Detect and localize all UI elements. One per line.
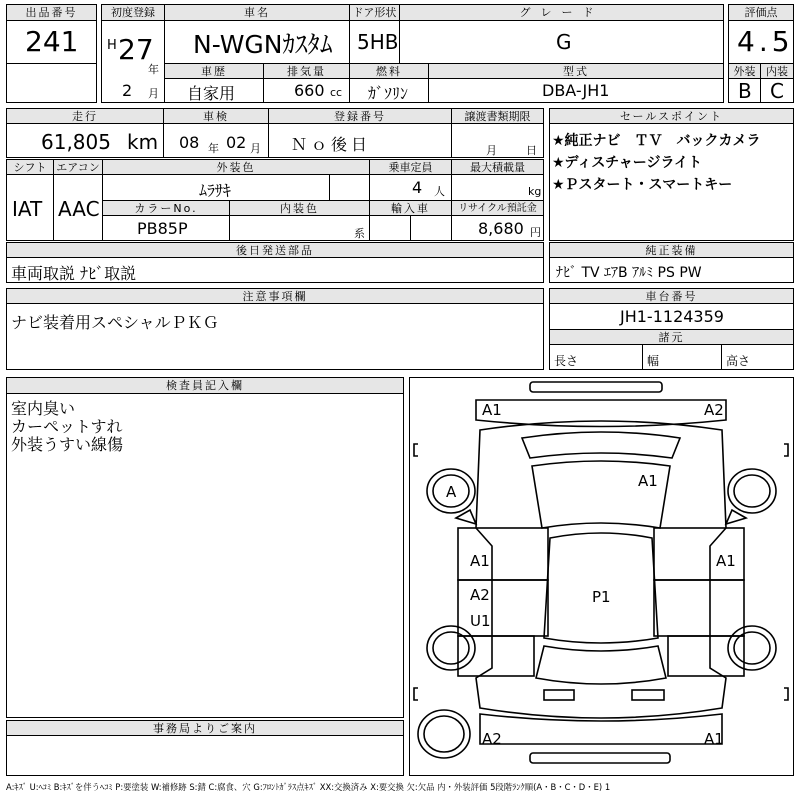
body-outline [476, 421, 726, 718]
transfer-day: 日 [526, 144, 537, 157]
first-reg-header: 初度登録 [101, 4, 165, 21]
later-parts: 車両取説 ﾅﾋﾞ取説 [11, 264, 137, 283]
reg-no-header: 登録番号 [268, 108, 452, 124]
aircon-cell [53, 174, 103, 241]
genuine-equip-cell [549, 257, 794, 283]
mark-left-rear-door-1: A2 [470, 586, 490, 604]
lot-no-header: 出品番号 [6, 4, 97, 21]
tail-lamp-right [632, 690, 664, 700]
capacity-unit: 人 [434, 185, 445, 198]
grade-cell [399, 20, 724, 64]
door-type: 5HB [357, 30, 399, 54]
car-name: N-WGNｶｽﾀﾑ [193, 30, 333, 59]
grade-header: グレード [399, 4, 724, 21]
inspector-header: 検査員記入欄 [6, 377, 404, 394]
dim-height: 高さ [726, 354, 751, 368]
interior-grade: C [770, 79, 784, 103]
mark-front-right: A2 [704, 401, 724, 419]
max-load-cell [451, 174, 544, 201]
bracket-right-2 [784, 688, 788, 700]
ext-color-extra [329, 174, 370, 201]
insp-year: 08 [179, 133, 200, 152]
max-load-unit: kg [528, 185, 542, 198]
import-header: 輸入車 [369, 200, 452, 216]
later-parts-cell [6, 257, 544, 283]
reg-month: 2 [122, 81, 133, 100]
recycle-fee: 8,680 [478, 219, 524, 238]
notes-cell [6, 303, 544, 370]
inspection-header: 車検 [163, 108, 269, 124]
fuel-header: 燃料 [349, 63, 429, 79]
mark-rear-left: A2 [482, 730, 502, 748]
mark-left-wheel: A [446, 483, 457, 501]
sales-point-2: ★ディスチャージライト [552, 155, 703, 171]
chassis-no-cell [549, 303, 794, 330]
right-rear-wheel-inner [734, 632, 770, 664]
chassis-no: JH1-1124359 [620, 307, 724, 326]
transfer-docs-header: 譲渡書類期限 [451, 108, 544, 124]
import-cell-a [369, 215, 411, 241]
insp-month: 02 [226, 133, 247, 152]
front-bumper-top [530, 382, 662, 392]
inspector-note-3: 外装うすい線傷 [11, 435, 124, 454]
mileage: 61,805 [41, 130, 111, 154]
windshield [522, 432, 680, 458]
mileage-cell [6, 123, 164, 158]
model-header: 型式 [428, 63, 724, 79]
history: 自家用 [187, 84, 236, 103]
reg-year: 27 [118, 33, 154, 66]
model-cell [428, 78, 724, 103]
color-no-cell [102, 215, 230, 241]
mark-hood: A1 [638, 472, 658, 490]
office-header: 事務局よりご案内 [6, 720, 404, 736]
int-color-cell [229, 215, 370, 241]
exterior-grade: B [738, 79, 752, 103]
spare-wheel [418, 710, 470, 758]
exterior-cell [728, 78, 761, 103]
dim-length-cell [549, 344, 643, 370]
dim-length: 長さ [554, 354, 579, 368]
right-rear-quarter [668, 636, 744, 676]
era: H [107, 38, 117, 53]
mark-front-left: A1 [482, 401, 502, 419]
displacement-cell [263, 78, 350, 103]
sales-point-1: ★純正ナビ ＴＶ バックカメラ [552, 133, 761, 149]
later-parts-header: 後日発送部品 [6, 242, 544, 258]
right-rear-door [654, 580, 744, 636]
legend: A:ｷｽﾞ U:ﾍｺﾐ B:ｷｽﾞを伴うﾍｺﾐ P:要塗装 W:補修跡 S:錆 C:腐食、穴 G:ﾌﾛﾝﾄｶﾞﾗｽ点ｷｽﾞ XX:交換済み X:要交換 欠:欠品 内・外装評価 5段階ﾗﾝｸ順(A・B・C・D・E) 1 [6, 782, 611, 792]
recycle-header: リサイクル預託金 [451, 200, 544, 216]
car-diagram-frame [409, 377, 794, 776]
first-reg-cell [101, 20, 165, 103]
car-diagram [410, 378, 793, 775]
mark-left-rear-door-2: U1 [470, 612, 491, 630]
transfer-month: 月 [486, 144, 497, 157]
shift-cell [6, 174, 54, 241]
recycle-unit: 円 [530, 226, 541, 239]
displacement: 660 [294, 81, 325, 100]
ext-color-cell [102, 174, 330, 201]
genuine-equip: ﾅﾋﾞ TV ｴｱB ｱﾙﾐ PS PW [556, 265, 702, 281]
exterior-header: 外装 [728, 63, 761, 79]
ext-color-header: 外装色 [102, 159, 370, 175]
mark-left-front-door: A1 [470, 552, 490, 570]
inspector-cell [6, 393, 404, 718]
recycle-cell [451, 215, 544, 241]
score-cell [728, 20, 794, 64]
bracket-left-1 [414, 444, 418, 456]
score-header: 評価点 [728, 4, 794, 21]
mark-right-front-door: A1 [716, 552, 736, 570]
fuel: ｶﾞｿﾘﾝ [368, 84, 409, 103]
color-no: PB85P [137, 219, 188, 238]
ext-color: ﾑﾗｻｷ [199, 181, 232, 200]
front-bumper [476, 400, 726, 427]
dims-header: 諸元 [549, 329, 794, 345]
shift: IAT [12, 197, 43, 221]
right-front-wheel-inner [734, 475, 770, 507]
car-name-cell [164, 20, 350, 64]
insp-year-unit: 年 [208, 142, 219, 155]
spare-wheel-inner [424, 716, 464, 752]
bracket-left-2 [414, 688, 418, 700]
dim-height-cell [721, 344, 794, 370]
mark-rear-right: A1 [704, 730, 724, 748]
left-rear-wheel-inner [433, 632, 469, 664]
bracket-right-1 [784, 444, 788, 456]
history-cell [164, 78, 264, 103]
displacement-header: 排気量 [263, 63, 350, 79]
aircon: AAC [58, 197, 100, 221]
interior-header: 内装 [760, 63, 794, 79]
lot-no-blank [6, 63, 97, 103]
shift-header: シフト [6, 159, 54, 175]
capacity: 4 [412, 178, 423, 197]
max-load-header: 最大積載量 [451, 159, 544, 175]
office-cell [6, 735, 404, 776]
sales-points-header: セールスポイント [549, 108, 794, 124]
color-no-header: カラーNo. [102, 200, 230, 216]
genuine-equip-header: 純正装備 [549, 242, 794, 258]
capacity-cell [369, 174, 452, 201]
mark-roof: P1 [592, 588, 611, 606]
notes: ナビ装着用スペシャルＰＫＧ [11, 313, 219, 332]
grade: G [556, 30, 572, 54]
chassis-no-header: 車台番号 [549, 288, 794, 304]
dim-width-cell [642, 344, 722, 370]
notes-header: 注意事項欄 [6, 288, 544, 304]
sales-point-3: ★Ｐスタート・スマートキー [552, 177, 733, 193]
aircon-header: エアコン [53, 159, 103, 175]
capacity-header: 乗車定員 [369, 159, 452, 175]
door-header: ドア形状 [349, 4, 400, 21]
import-cell-b [410, 215, 452, 241]
int-color-unit: 系 [354, 227, 365, 240]
reg-no: Ｎｏ後日 [291, 135, 372, 154]
fuel-cell [349, 78, 429, 103]
interior-cell [760, 78, 794, 103]
rear-glass [536, 646, 666, 684]
door-cell [349, 20, 400, 64]
displacement-unit: cc [330, 86, 343, 99]
model-code: DBA-JH1 [542, 81, 610, 100]
inspector-note-1: 室内臭い [11, 399, 76, 418]
insp-month-unit: 月 [250, 142, 261, 155]
inspector-note-2: カーペットすれ [11, 417, 123, 436]
lot-no: 241 [25, 25, 79, 58]
lot-no-cell [6, 20, 97, 64]
sales-points-cell [549, 123, 794, 241]
reg-no-cell [268, 123, 452, 158]
mileage-header: 走行 [6, 108, 164, 124]
mileage-unit: km [127, 130, 159, 154]
rear-bumper-bottom [530, 753, 670, 763]
score: 4.5 [737, 25, 794, 58]
dim-width: 幅 [647, 354, 660, 368]
int-color-header: 内装色 [229, 200, 370, 216]
transfer-docs-cell [451, 123, 544, 158]
history-header: 車歴 [164, 63, 264, 79]
tail-lamp-left [544, 690, 574, 700]
reg-year-unit: 年 [148, 63, 159, 76]
left-rear-quarter [458, 636, 534, 676]
inspection-cell [163, 123, 269, 158]
car-name-header: 車名 [164, 4, 350, 21]
reg-month-unit: 月 [148, 87, 159, 100]
